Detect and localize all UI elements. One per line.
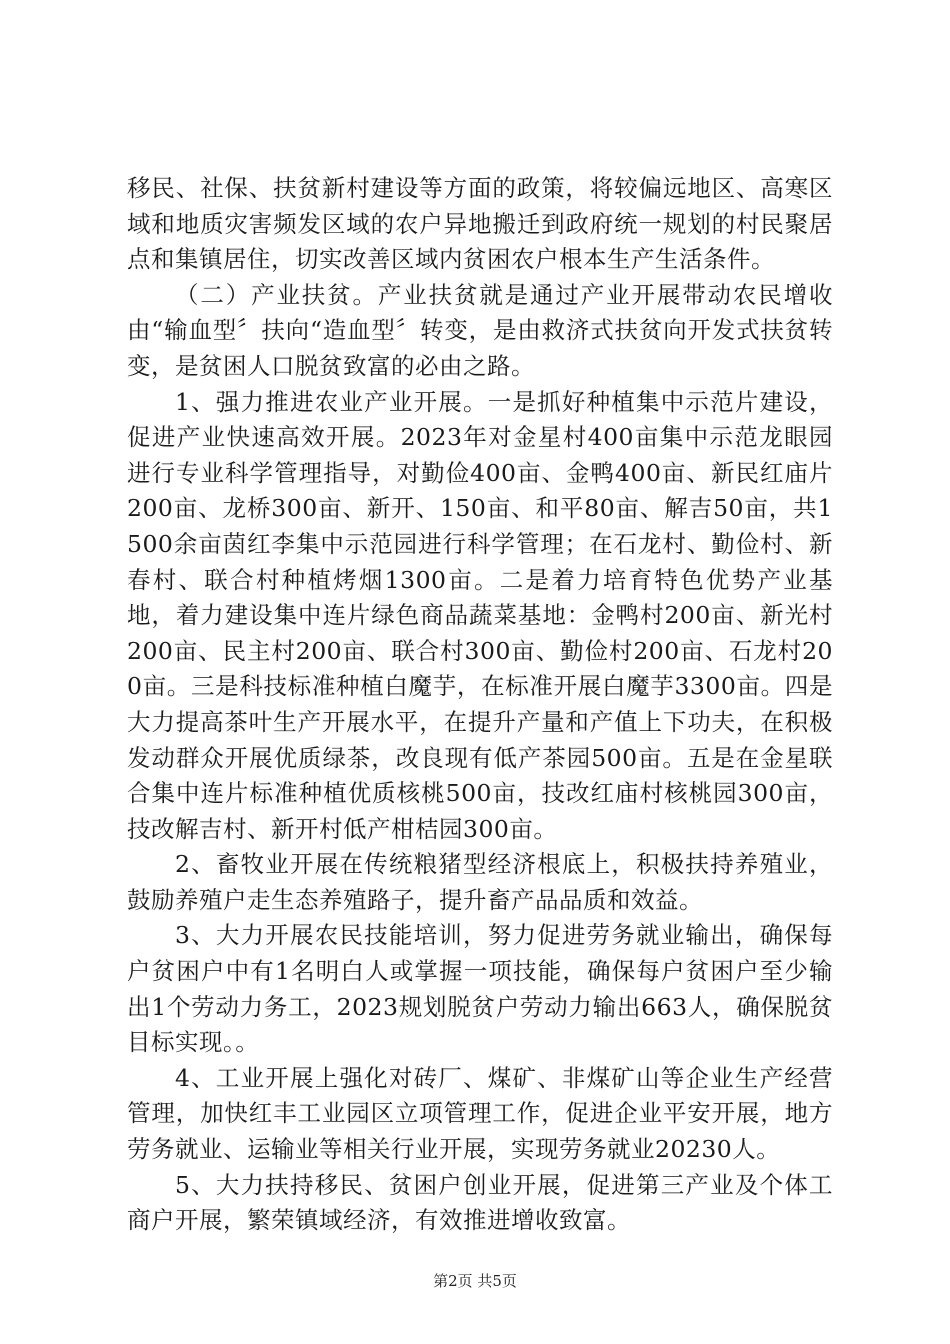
paragraph-animal-husbandry: 2、畜牧业开展在传统粮猪型经济根底上，积极扶持养殖业，鼓励养殖户走生态养殖路子，提升畜产品品质和效益。 xyxy=(127,850,833,914)
paragraph-resettlement-continued: 移民、社保、扶贫新村建设等方面的政策，将较偏远地区、高寒区域和地质灾害频发区域的农户异地搬迁到政府统一规划的村民聚居点和集镇居住，切实改善区域内贫困农户根本生产生活条件。 xyxy=(127,174,833,274)
paragraph-industry-poverty-alleviation: （二）产业扶贫。产业扶贫就是通过产业开展带动农民增收由“输血型〞扶向“造血型〞转变，是由救济式扶贫向开发式扶贫转变，是贫困人口脱贫致富的必由之路。 xyxy=(127,280,833,380)
paragraph-industrial-development: 4、工业开展上强化对砖厂、煤矿、非煤矿山等企业生产经营管理，加快红丰工业园区立项管理工作，促进企业平安开展，地方劳务就业、运输业等相关行业开展，实现劳务就业20230人。 xyxy=(127,1063,833,1164)
paragraph-skills-training: 3、大力开展农民技能培训，努力促进劳务就业输出，确保每户贫困户中有1名明白人或掌握一项技能，确保每户贫困户至少输出1个劳动力务工，2023规划脱贫户劳动力输出663人，确保脱贫目标实现。。 xyxy=(127,921,833,1057)
page-number-footer: 第2页 共5页 xyxy=(433,1272,517,1290)
document-body xyxy=(127,171,833,1239)
paragraph-agriculture-development: 1、强力推进农业产业开展。一是抓好种植集中示范片建设，促进产业快速高效开展。2023年对金星村400亩集中示范龙眼园进行专业科学管理指导，对勤俭400亩、金鸭400亩、新民红庙片200亩、龙桥300亩、新开、150亩、和平80亩、解吉50亩，共1500余亩茵红李集中示范园进行科学管理；在石龙村、勤俭村、新春村、联合村种植烤烟1300亩。二是着力培育特色优势产业基地，着力建设集中连片绿色商品蔬菜基地：金鸭村200亩、新光村200亩、民主村200亩、联合村300亩、勤俭村200亩、石龙村200亩。三是科技标准种植白魔芋，在标准开展白魔芋3300亩。四是大力提高茶叶生产开展水平，在提升产量和产值上下功夫，在积极发动群众开展优质绿茶，改良现有低产茶园500亩。五是在金星联合集中连片标准种植优质核桃500亩，技改红庙村核桃园300亩，技改解吉村、新开村低产柑桔园300亩。 xyxy=(127,387,833,843)
paragraph-entrepreneurship-support: 5、大力扶持移民、贫困户创业开展，促进第三产业及个体工商户开展，繁荣镇域经济，有效推进增收致富。 xyxy=(127,1170,833,1235)
